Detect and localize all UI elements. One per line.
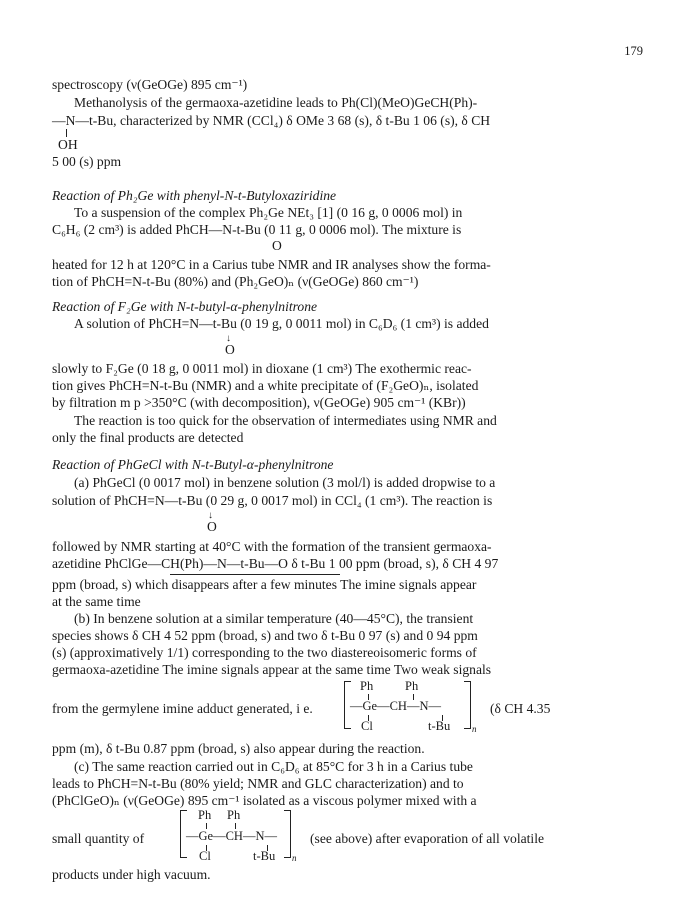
section-heading: Reaction of PhGeCl with N-t-Butyl-α-phenylnitrone: [52, 457, 334, 472]
text-line: (c) The same reaction carried out in C₆D₆ at 85°C for 3 h in a Carius tube: [74, 759, 473, 774]
text-line: tion gives PhCH=N-t-Bu (NMR) and a white precipitate of (F₂GeO)ₙ, isolated: [52, 378, 479, 393]
structure-top-ph: Ph: [198, 808, 212, 822]
text-line: O: [272, 238, 282, 253]
ring-bond-line: [170, 574, 340, 575]
bond-line: [66, 129, 67, 137]
bracket-right: [284, 810, 291, 858]
structure-bottom-tbu: t-Bu: [428, 719, 451, 733]
structure-chain: —Ge—CH—N—: [350, 699, 441, 713]
text-line: species shows δ CH 4 52 ppm (broad, s) and two δ t-Bu 0 97 (s) and 0 94 ppm: [52, 628, 478, 643]
section-heading: Reaction of Ph₂Ge with phenyl-N-t-Butyloxaziridine: [52, 188, 337, 203]
text-line: from the germylene imine adduct generated, i e.: [52, 701, 313, 716]
text-line: (b) In benzene solution at a similar temperature (40—45°C), the transient: [74, 611, 474, 626]
text-line: slowly to F₂Ge (0 18 g, 0 0011 mol) in dioxane (1 cm³) The exothermic reac-: [52, 361, 472, 376]
text-line: products under high vacuum.: [52, 867, 211, 882]
text-line: (see above) after evaporation of all volatile: [310, 831, 545, 846]
structure-bottom-cl: Cl: [361, 719, 373, 733]
page-number: 179: [624, 44, 643, 58]
text-line: solution of PhCH=N—t-Bu (0 29 g, 0 0017 mol) in CCl₄ (1 cm³). The reaction is: [52, 493, 493, 508]
structure-bottom-cl: Cl: [199, 849, 211, 863]
text-line: Methanolysis of the germaoxa-azetidine leads to Ph(Cl)(MeO)GeCH(Ph)-: [74, 95, 478, 110]
text-line: O: [207, 519, 217, 534]
structure-top-ph: Ph: [360, 679, 374, 693]
structure-bottom-tbu: t-Bu: [253, 849, 276, 863]
text-line: followed by NMR starting at 40°C with the formation of the transient germaoxa-: [52, 539, 492, 554]
text-line: (PhClGeO)ₙ (ν(GeOGe) 895 cm⁻¹ isolated as a viscous polymer mixed with a: [52, 793, 477, 808]
text-line: spectroscopy (ν(GeOGe) 895 cm⁻¹): [52, 77, 248, 92]
text-line: tion of PhCH=N-t-Bu (80%) and (Ph₂GeO)ₙ (ν(GeOGe) 860 cm⁻¹): [52, 274, 419, 289]
text-line: ppm (broad, s) which disappears after a few minutes The imine signals appear: [52, 577, 477, 592]
text-line: (a) PhGeCl (0 0017 mol) in benzene solution (3 mol/l) is added dropwise to a: [74, 475, 496, 490]
text-line: O: [225, 342, 235, 357]
text-line: leads to PhCH=N-t-Bu (80% yield; NMR and GLC characterization) and to: [52, 776, 464, 791]
text-line: at the same time: [52, 594, 141, 609]
text-line: heated for 12 h at 120°C in a Carius tube NMR and IR analyses show the forma-: [52, 257, 491, 272]
text-line: OH: [58, 137, 78, 152]
text-line: To a suspension of the complex Ph₂Ge NEt₃ [1] (0 16 g, 0 0006 mol) in: [74, 205, 463, 220]
text-line: small quantity of: [52, 831, 145, 846]
text-line: (δ CH 4.35: [490, 701, 551, 716]
text-line: only the final products are detected: [52, 430, 244, 445]
text-line: by filtration m p >350°C (with decomposition), ν(GeOGe) 905 cm⁻¹ (KBr)): [52, 395, 466, 410]
text-line: azetidine PhClGe—CH(Ph)—N—t-Bu—O δ t-Bu 1 00 ppm (broad, s), δ CH 4 97: [52, 556, 499, 571]
text-line: The reaction is too quick for the observation of intermediates using NMR and: [74, 413, 497, 428]
arrow-glyph: ↓: [226, 333, 231, 344]
repeat-subscript: n: [472, 724, 477, 734]
text-line: germaoxa-azetidine The imine signals appear at the same time Two weak signals: [52, 662, 492, 677]
text-line: (s) (approximatively 1/1) corresponding to the two diastereoisomeric forms of: [52, 645, 477, 660]
text-line: —N—t-Bu, characterized by NMR (CCl₄) δ OMe 3 68 (s), δ t-Bu 1 06 (s), δ CH: [52, 113, 491, 128]
text-line: ppm (m), δ t-Bu 0.87 ppm (broad, s) also appear during the reaction.: [52, 741, 425, 756]
text-line: A solution of PhCH=N—t-Bu (0 19 g, 0 0011 mol) in C₆D₆ (1 cm³) is added: [74, 316, 489, 331]
structure-chain: —Ge—CH—N—: [186, 829, 277, 843]
repeat-subscript: n: [292, 853, 297, 863]
text-line: 5 00 (s) ppm: [52, 154, 122, 169]
structure-top-ph: Ph: [227, 808, 241, 822]
text-line: C₆H₆ (2 cm³) is added PhCH—N-t-Bu (0 11 g, 0 0006 mol). The mixture is: [52, 222, 462, 237]
arrow-glyph: ↓: [208, 510, 213, 521]
bracket-right: [464, 681, 471, 729]
structure-top-ph: Ph: [405, 679, 419, 693]
section-heading: Reaction of F₂Ge with N-t-butyl-α-phenylnitrone: [52, 299, 318, 314]
